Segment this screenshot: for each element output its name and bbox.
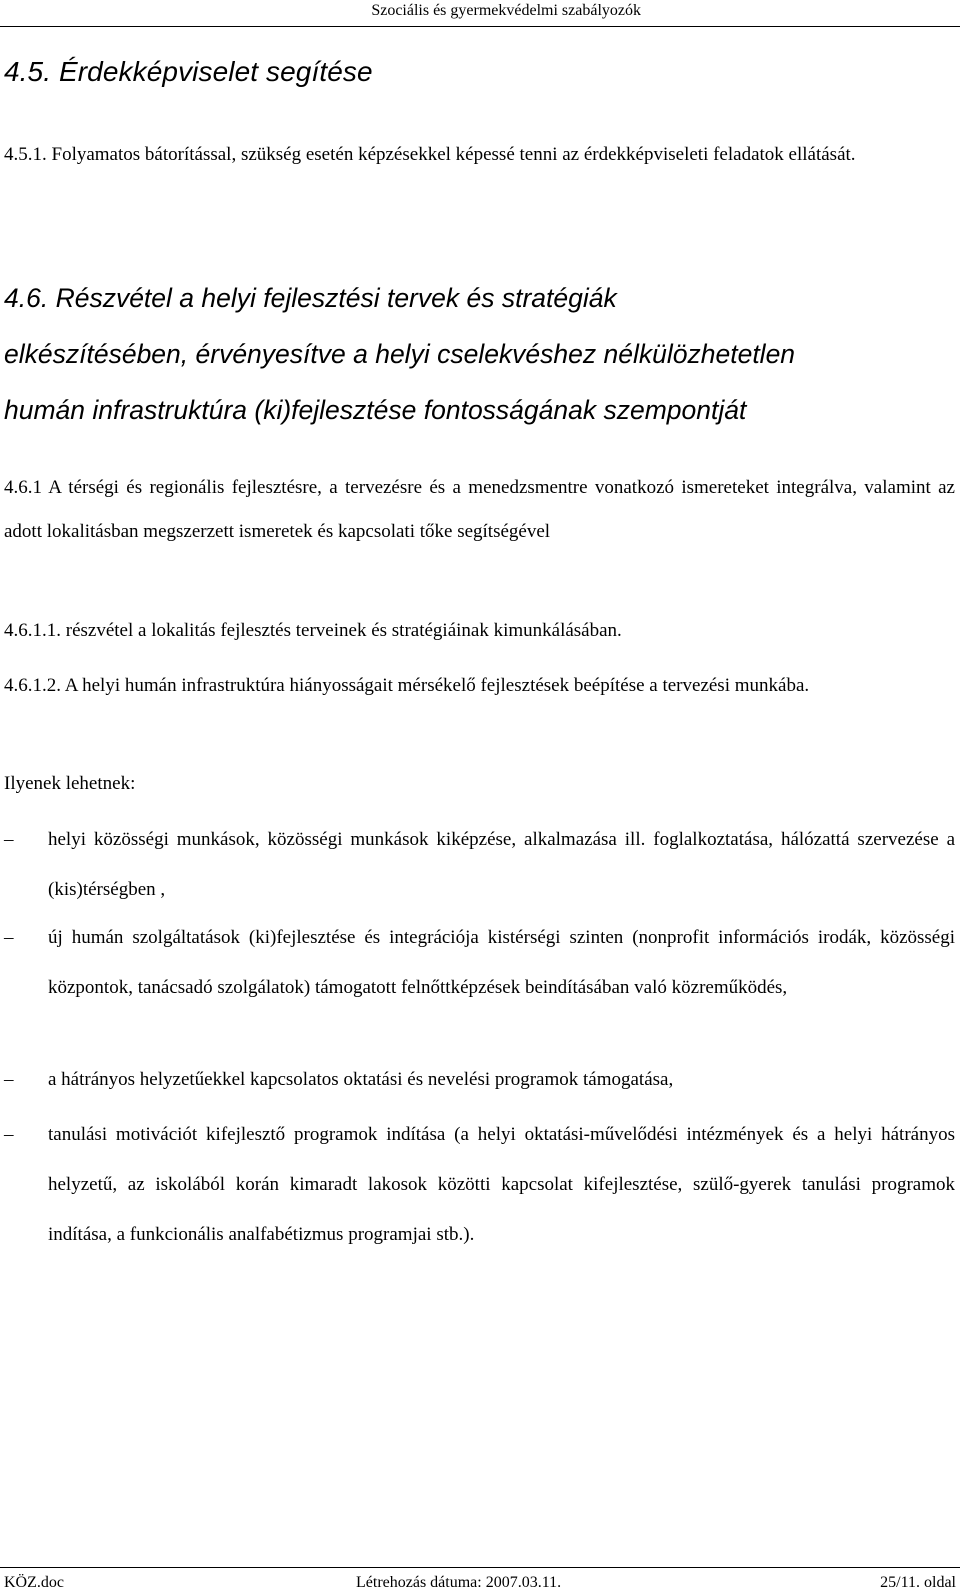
paragraph-4-6-1-1: 4.6.1.1. részvétel a lokalitás fejlesztés terveinek és stratégiáinak kimunkálásában. [4, 620, 622, 641]
section-heading-4-5: 4.5. Érdekképviselet segítése [4, 56, 373, 87]
footer-page-number: 25/11. oldal [880, 1574, 956, 1591]
paragraph-4-6-1-2: 4.6.1.2. A helyi humán infrastruktúra hiányosságait mérsékelő fejlesztések beépítése a tervezési munkába. [4, 675, 810, 696]
page-header [0, 0, 960, 27]
list-item [4, 1110, 955, 1260]
header-title: Szociális és gyermekvédelmi szabályozók [371, 2, 641, 19]
dash-bullet: – [4, 927, 14, 948]
list-item [4, 1055, 955, 1105]
footer-created-date: Létrehozás dátuma: 2007.03.11. [356, 1574, 562, 1591]
list-item-text: tanulási motivációt kifejlesztő programok indítása (a helyi oktatási-művelődési intézmények és a helyi hátrányos helyzetű, az iskolából korán kimaradt lakosok közötti kapcsolat kifejlesztése, szülő-gyerek tanulási programok indítása, a funkcionális analfabétizmus programjai stb.). [48, 1124, 955, 1245]
list-item [4, 913, 955, 1013]
dash-bullet: – [4, 829, 14, 850]
heading-line: 4.6. Részvétel a helyi fejlesztési tervek és stratégiák [4, 283, 617, 313]
page-footer [0, 1567, 960, 1594]
list-item-text: helyi közösségi munkások, közösségi munkások kiképzése, alkalmazása ill. foglalkoztatása, hálózattá szervezése a (kis)térségben , [48, 829, 955, 900]
list-item-text: új humán szolgáltatások (ki)fejlesztése és integrációja kistérségi szinten (nonprofit információs irodák, közösségi központok, tanácsadó szolgálatok) támogatott felnőttképzések beindításában való közreműködés, [48, 927, 955, 998]
heading-line: elkészítésében, érvényesítve a helyi cselekvéshez nélkülözhetetlen [4, 339, 796, 369]
footer-filename: KÖZ.doc [4, 1574, 64, 1591]
list-item [4, 815, 955, 915]
list-intro: Ilyenek lehetnek: [4, 773, 136, 794]
paragraph-4-6-1: 4.6.1 A térségi és regionális fejlesztésre, a tervezésre és a menedzsmentre vonatkozó ismereteket integrálva, valamint az adott lokalitásban megszerzett ismeretek és kapcsolati tőke segítségével [4, 477, 955, 542]
dash-bullet: – [4, 1124, 14, 1145]
heading-line: humán infrastruktúra (ki)fejlesztése fontosságának szempontját [4, 395, 747, 425]
paragraph-4-5-1: 4.5.1. Folyamatos bátorítással, szükség esetén képzésekkel képessé tenni az érdekképviseleti feladatok ellátását. [4, 144, 856, 165]
section-heading-4-6 [4, 270, 795, 438]
dash-bullet: – [4, 1069, 14, 1090]
list-item-text: a hátrányos helyzetűekkel kapcsolatos oktatási és nevelési programok támogatása, [48, 1069, 674, 1090]
